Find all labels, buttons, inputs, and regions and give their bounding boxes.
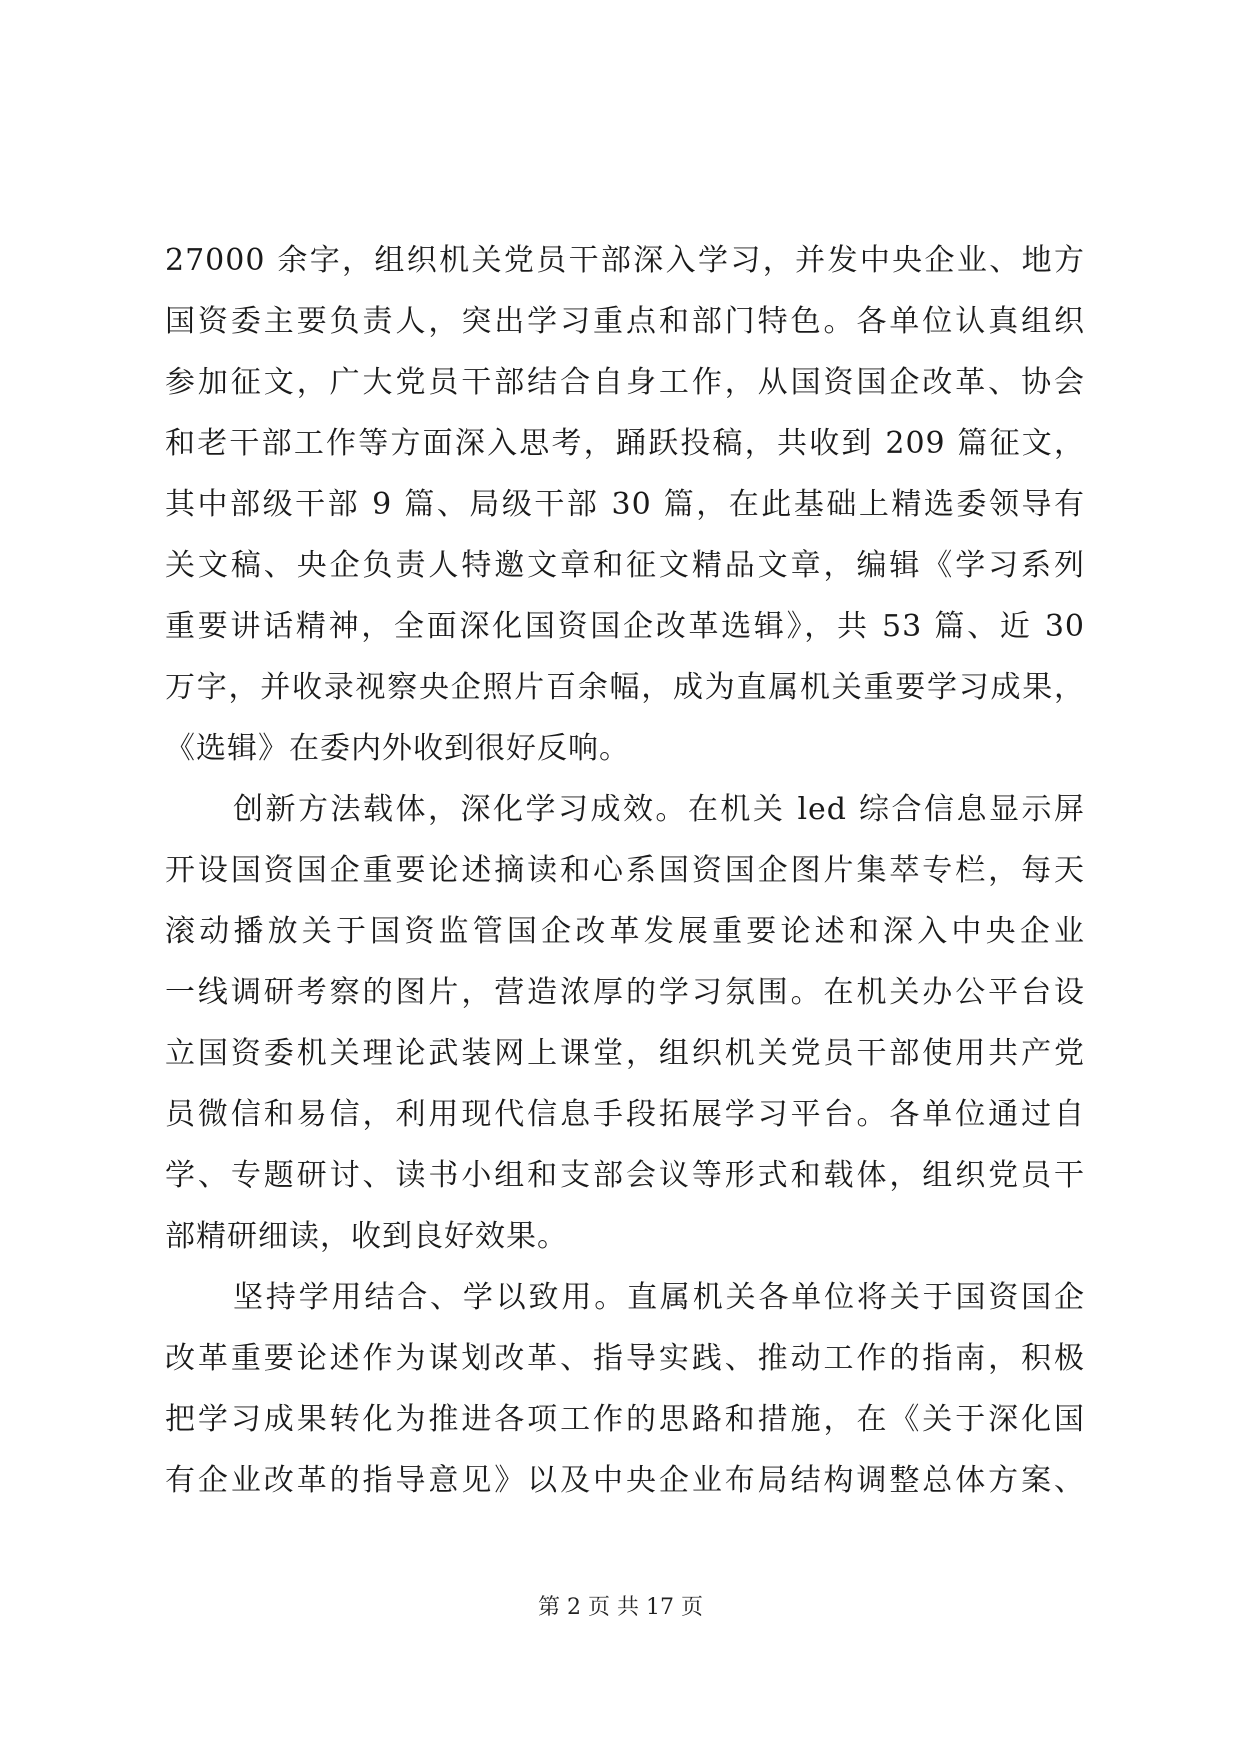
text-line: 滚动播放关于国资监管国企改革发展重要论述和深入中央企业 — [165, 914, 1085, 949]
page-number-footer: 第 2 页 共 17 页 — [538, 1595, 703, 1620]
text-line: 开设国资国企重要论述摘读和心系国资国企图片集萃专栏，每天 — [165, 853, 1085, 888]
text-line: 员微信和易信，利用现代信息手段拓展学习平台。各单位通过自 — [165, 1097, 1085, 1132]
paragraph-start-line: 创新方法载体，深化学习成效。在机关 led 综合信息显示屏 — [233, 792, 1085, 827]
text-line: 部精研细读，收到良好效果。 — [165, 1219, 568, 1254]
text-line: 把学习成果转化为推进各项工作的思路和措施，在《关于深化国 — [165, 1402, 1085, 1437]
text-line: 其中部级干部 9 篇、局级干部 30 篇，在此基础上精选委领导有 — [165, 487, 1085, 522]
paragraph-start-line: 坚持学用结合、学以致用。直属机关各单位将关于国资国企 — [233, 1280, 1085, 1315]
text-line: 改革重要论述作为谋划改革、指导实践、推动工作的指南，积极 — [165, 1341, 1085, 1376]
text-line: 和老干部工作等方面深入思考，踊跃投稿，共收到 209 篇征文， — [165, 426, 1085, 461]
text-line: 一线调研考察的图片，营造浓厚的学习氛围。在机关办公平台设 — [165, 975, 1085, 1010]
text-line: 有企业改革的指导意见》以及中央企业布局结构调整总体方案、 — [165, 1463, 1085, 1498]
text-line: 国资委主要负责人，突出学习重点和部门特色。各单位认真组织 — [165, 304, 1085, 339]
text-line: 重要讲话精神，全面深化国资国企改革选辑》，共 53 篇、近 30 — [165, 609, 1085, 644]
text-line: 参加征文，广大党员干部结合自身工作，从国资国企改革、协会 — [165, 365, 1085, 400]
text-line: 万字，并收录视察央企照片百余幅，成为直属机关重要学习成果， — [165, 670, 1085, 705]
body-text — [165, 230, 1085, 1511]
text-line: 学、专题研讨、读书小组和支部会议等形式和载体，组织党员干 — [165, 1158, 1085, 1193]
text-line: 关文稿、央企负责人特邀文章和征文精品文章，编辑《学习系列 — [165, 548, 1085, 583]
text-line: 27000 余字，组织机关党员干部深入学习，并发中央企业、地方 — [165, 243, 1085, 278]
text-line: 立国资委机关理论武装网上课堂，组织机关党员干部使用共产党 — [165, 1036, 1085, 1071]
text-line: 《选辑》在委内外收到很好反响。 — [165, 731, 630, 766]
